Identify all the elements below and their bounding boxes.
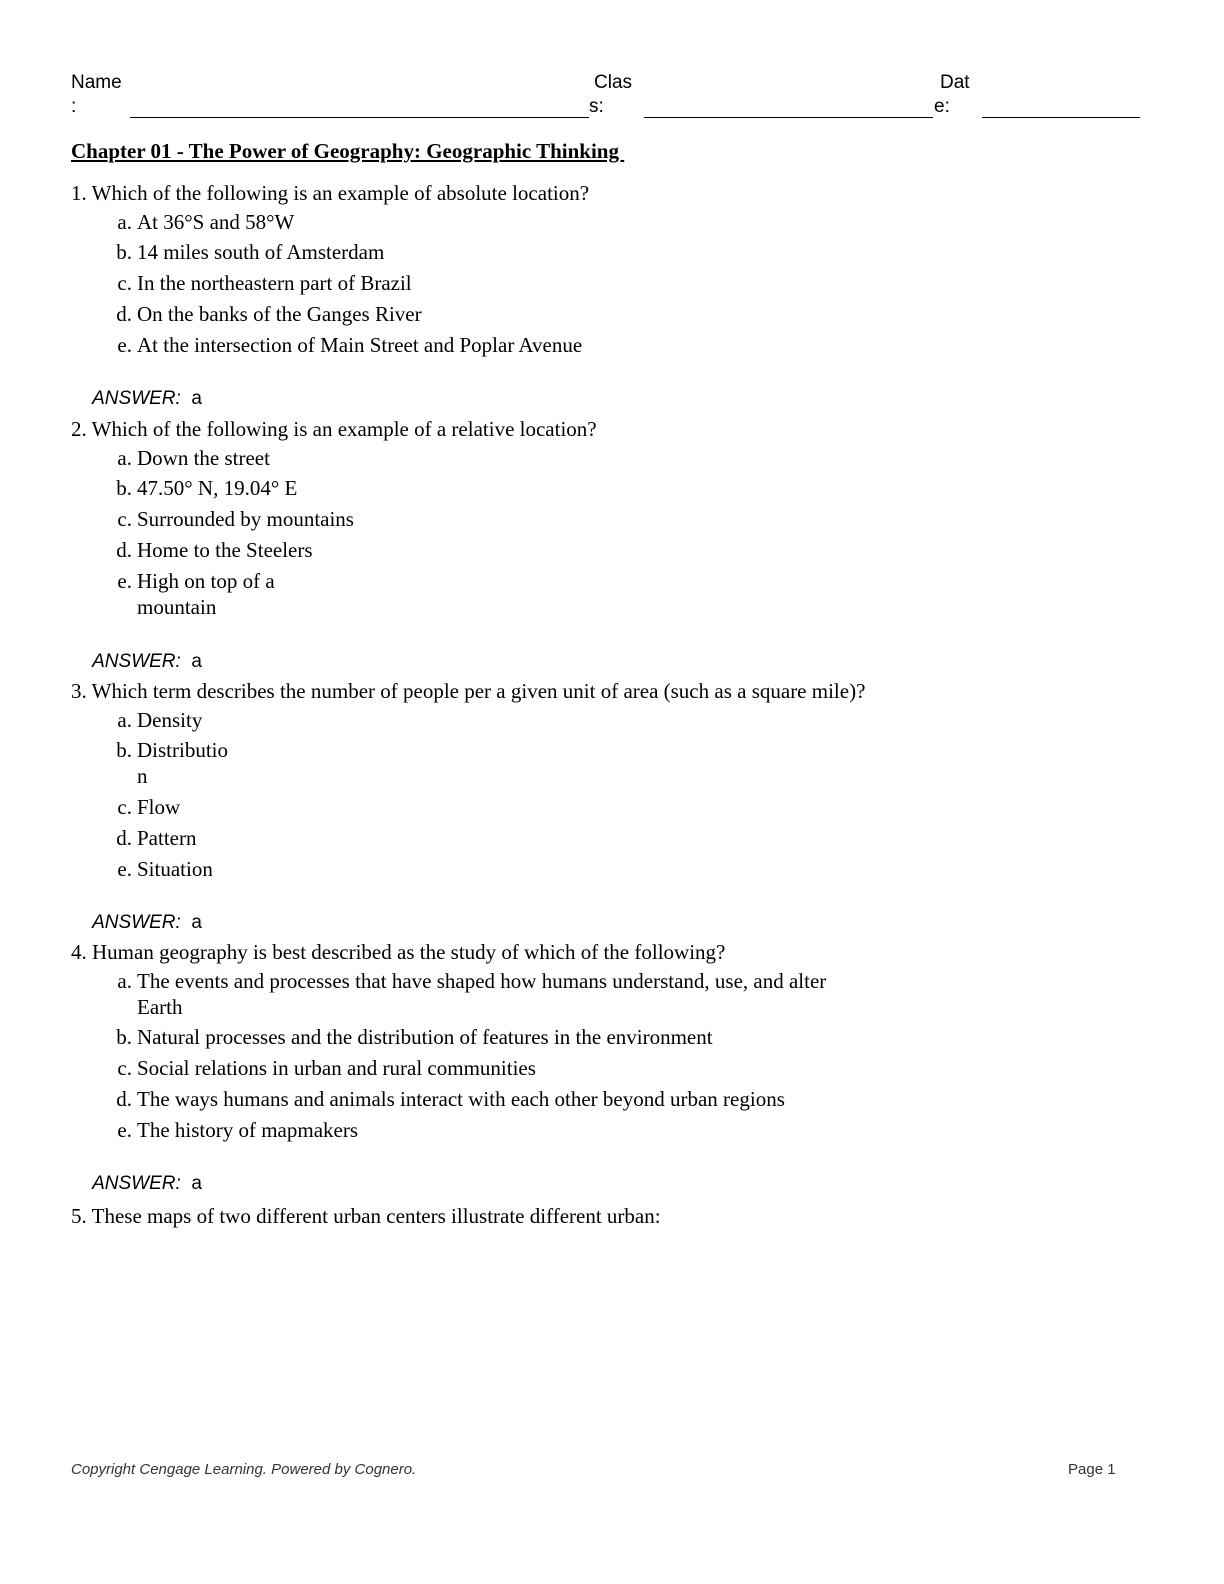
answer-value: a [191,1173,202,1194]
class-input-line[interactable] [644,117,933,118]
question-stem: 4. Human geography is best described as the study of which of the following? [71,940,726,964]
option-c: c. Surrounded by mountains [117,507,354,531]
answer-label: ANSWER: [92,651,181,672]
option-a: a. Density [117,708,203,732]
option-b: b. Natural processes and the distribution of features in the environment [116,1025,713,1049]
question-4 [71,939,1151,1223]
option-c: c. Flow [117,795,181,819]
option-d: d. On the banks of the Ganges River [116,302,422,326]
class-label: Clas [594,72,633,93]
option-e: e. High on top of a mountain [117,569,275,619]
name-label: Name [71,72,122,93]
answer-label: ANSWER: [92,1173,181,1194]
option-a: a. Down the street [117,446,270,470]
option-b: b. Distribution [116,738,229,788]
option-e: e. At the intersection of Main Street and Poplar Avenue [117,333,583,357]
date-input-line[interactable] [982,117,1140,118]
question-5 [71,1203,1151,1229]
question-stem: 3. Which term describes the number of people per a given unit of area (such as a square mile)? [71,679,866,703]
date-label-suffix: e: [934,96,950,117]
question-3 [71,678,1151,962]
answer-value: a [191,651,202,672]
chapter-title: Chapter 01 - The Power of Geography: Geographic Thinking [71,139,625,163]
option-a: a. The events and processes that have shaped how humans understand, use, and alter Earth [117,969,827,1019]
option-a: a. At 36°S and 58°W [117,210,295,234]
option-d: d. Pattern [116,826,197,850]
class-label-suffix: s: [589,96,604,117]
answer-value: a [191,912,202,933]
option-c: c. Social relations in urban and rural communities [117,1056,536,1080]
date-label: Dat [940,72,970,93]
option-c: c. In the northeastern part of Brazil [117,271,412,295]
option-b: b. 47.50° N, 19.04° E [116,476,298,500]
question-stem: 2. Which of the following is an example of a relative location? [71,417,597,441]
option-d: d. The ways humans and animals interact with each other beyond urban regions [116,1087,785,1111]
option-e: e. The history of mapmakers [117,1118,359,1142]
question-stem: 5. These maps of two different urban centers illustrate different urban: [71,1204,661,1228]
answer-label: ANSWER: [92,388,181,409]
footer-copyright: Copyright Cengage Learning. Powered by Cognero. [71,1461,417,1478]
footer-page-number: Page 1 [1068,1461,1116,1478]
name-input-line[interactable] [130,117,589,118]
question-2 [71,416,1151,701]
name-label-colon: : [71,96,77,117]
answer-label: ANSWER: [92,912,181,933]
answer-value: a [191,388,202,409]
question-stem: 1. Which of the following is an example of absolute location? [71,181,590,205]
question-1 [71,180,1151,438]
option-e: e. Situation [117,857,213,881]
option-b: b. 14 miles south of Amsterdam [116,240,385,264]
option-d: d. Home to the Steelers [116,538,313,562]
